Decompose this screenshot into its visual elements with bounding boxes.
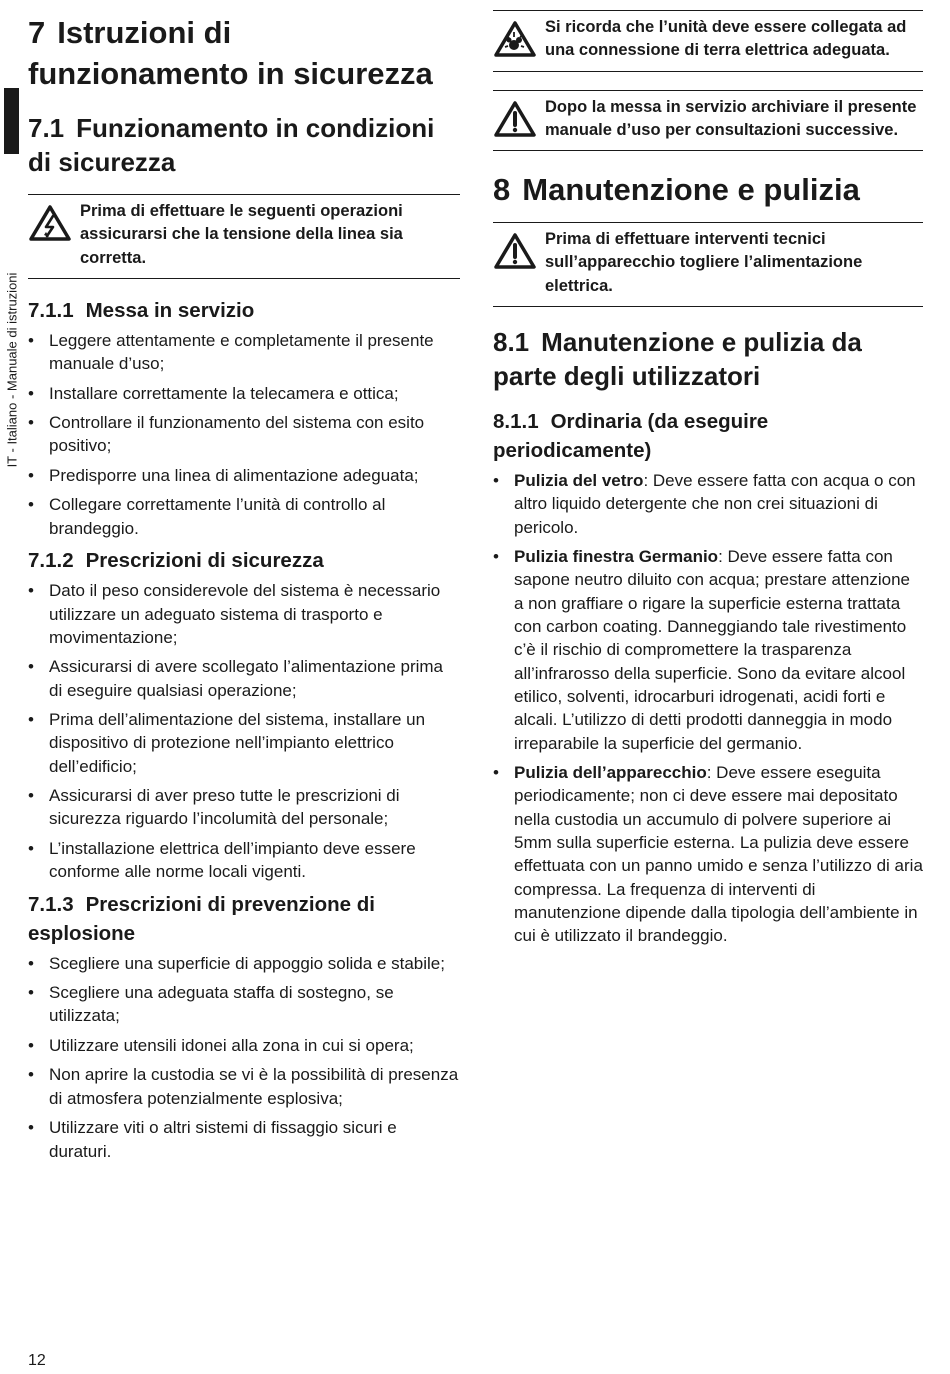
maintenance-list: [493, 469, 923, 947]
subsection-7-1-1-heading: [28, 296, 460, 325]
section-7-1-heading: [28, 111, 460, 179]
chapter-number: 7: [28, 15, 46, 50]
page-number: 12: [28, 1352, 46, 1369]
warning-box-archive: [493, 90, 923, 152]
list-item: • Scegliere una adeguata staffa di sostegno, se utilizzata;: [28, 983, 394, 1026]
section-number: 7.1: [28, 113, 65, 143]
list-item: • Prima dell’alimentazione del sistema, installare un dispositivo di protezione nell’impianto elettrico dell’edificio;: [28, 710, 426, 776]
chapter-7-heading: [28, 12, 460, 94]
section-title: Manutenzione e pulizia da parte degli utilizzatori: [493, 327, 862, 392]
subsection-number: 8.1.1: [493, 410, 539, 434]
warning-exclamation-icon: [493, 228, 545, 270]
section-8-1-heading: [493, 325, 923, 393]
warning-text: Si ricorda che l’unità deve essere collegata ad una connessione di terra elettrica adeguata.: [545, 18, 907, 60]
explosion-hazard-icon: [493, 16, 545, 58]
list-item: • Scegliere una superficie di appoggio solida e stabile;: [28, 953, 445, 973]
electric-hazard-icon: [28, 200, 80, 242]
list-item: • Assicurarsi di avere scollegato l’alimentazione prima di eseguire qualsiasi operazione;: [28, 657, 444, 700]
explosion-prevention-list: [28, 952, 460, 1163]
list-item: • Installare correttamente la telecamera e ottica;: [28, 383, 399, 403]
list-item: • Leggere attentamente e completamente il presente manuale d’uso;: [28, 330, 434, 374]
list-item: • Dato il peso considerevole del sistema è necessario utilizzare un adeguato sistema di trasporto e movimentazione;: [28, 581, 441, 647]
list-item: • L’installazione elettrica dell’impianto deve essere conforme alle norme locali vigenti.: [28, 838, 416, 882]
chapter-title: Istruzioni di funzionamento in sicurezza: [28, 15, 433, 91]
warning-exclamation-icon: [493, 96, 545, 138]
warning-text: Prima di effettuare interventi tecnici sull’apparecchio togliere l’alimentazione elettrica.: [545, 230, 863, 295]
subsection-number: 7.1.2: [28, 549, 74, 573]
chapter-number: 8: [493, 172, 511, 208]
list-item: • Controllare il funzionamento del sistema con esito positivo;: [28, 413, 425, 456]
warning-text: Dopo la messa in servizio archiviare il presente manuale d’uso per consultazioni successive.: [545, 97, 917, 139]
chapter-8-heading: [493, 169, 923, 210]
list-item: • Non aprire la custodia se vi è la possibilità di presenza di atmosfera potenzialmente esplosiva;: [28, 1065, 459, 1108]
list-item: • Predisporre una linea di alimentazione adeguata;: [28, 465, 419, 485]
subsection-number: 7.1.3: [28, 892, 74, 916]
subsection-8-1-1-heading: [493, 407, 923, 465]
section-title: Funzionamento in condizioni di sicurezza: [28, 113, 435, 177]
list-item: • Pulizia dell’apparecchio: Deve essere eseguita periodicamente; non ci deve essere mai depositato nella custodia un accumulo di polvere superiore ai 5mm sulla superficie esterna. La pulizia deve essere effettuata con un panno umido e senza l’utilizzo di aria compressa. La frequenza di interventi di manutenzione dipende dalla tipologia dell’ambiente in cui è utilizzato il brandeggio.: [493, 763, 923, 946]
section-number: 8.1: [493, 327, 530, 358]
warning-box-power: [493, 222, 923, 307]
side-tab-marker: [4, 88, 19, 154]
list-item: • Utilizzare utensili idonei alla zona in cui si opera;: [28, 1035, 414, 1055]
item-term: Pulizia del vetro: [514, 471, 644, 491]
subsection-title: Ordinaria (da eseguire periodicamente): [493, 410, 769, 463]
list-item: • Collegare correttamente l’unità di controllo al brandeggio.: [28, 495, 386, 538]
sidebar-label: IT - Italiano - Manuale di istruzioni: [4, 272, 20, 468]
item-term: Pulizia finestra Germanio: [514, 547, 719, 567]
safety-rules-list: [28, 579, 460, 883]
right-column: [493, 0, 923, 954]
warning-text: Prima di effettuare le seguenti operazioni assicurarsi che la tensione della linea sia corretta.: [80, 202, 403, 267]
item-term: Pulizia dell’apparecchio: [514, 763, 707, 783]
subsection-title: Prescrizioni di sicurezza: [85, 549, 324, 573]
subsection-7-1-2-heading: [28, 546, 460, 575]
chapter-title: Manutenzione e pulizia: [522, 172, 860, 208]
list-item: • Assicurarsi di aver preso tutte le prescrizioni di sicurezza riguardo l’incolumità del personale;: [28, 786, 400, 829]
subsection-7-1-3-heading: [28, 890, 460, 948]
warning-box-ground: [493, 10, 923, 72]
list-item: • Pulizia finestra Germanio: Deve essere fatta con sapone neutro diluito con acqua; prestare attenzione a non graffiare o rigare la superficie esterna trattata con carbon coating. Danneggiando tale rivestimento c’è il rischio di compromettere la trasparenza all’infrarosso della superficie. Sono da evitare alcool etilico, solventi, idrocarburi idrogenati, acidi forti e alcali. L’utilizzo di detti prodotti danneggia in modo irreparabile la superficie del germanio.: [493, 547, 910, 753]
list-item: • Utilizzare viti o altri sistemi di fissaggio sicuri e duraturi.: [28, 1118, 397, 1161]
commissioning-list: [28, 329, 460, 540]
subsection-number: 7.1.1: [28, 298, 74, 322]
list-item: • Pulizia del vetro: Deve essere fatta con acqua o con altro liquido detergente che non crei situazioni di pericolo.: [493, 471, 916, 537]
left-column: [28, 0, 460, 1169]
warning-box-voltage: [28, 194, 460, 279]
subsection-title: Prescrizioni di prevenzione di esplosione: [28, 892, 375, 945]
subsection-title: Messa in servizio: [85, 298, 255, 322]
